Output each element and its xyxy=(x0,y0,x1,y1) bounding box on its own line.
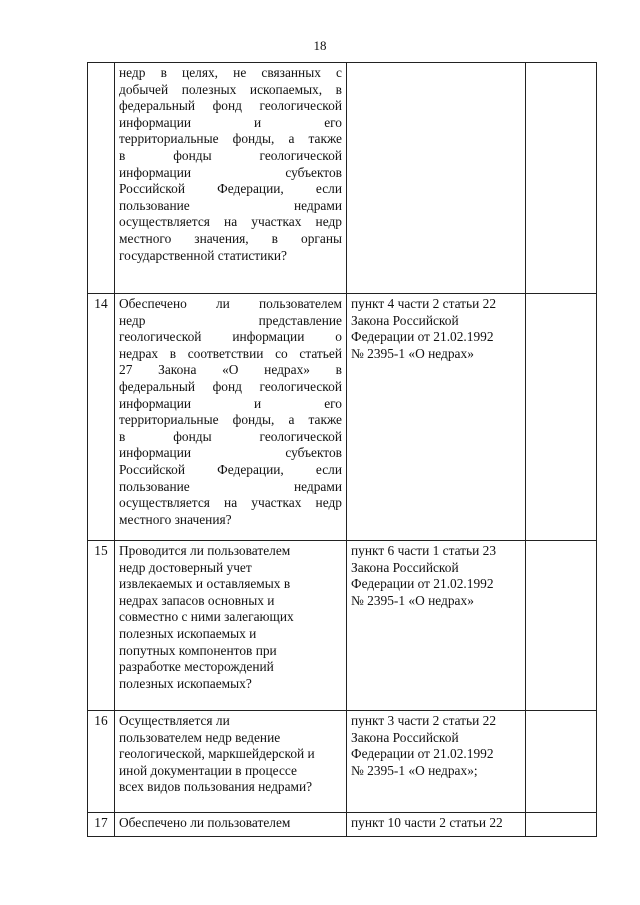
answer-cell xyxy=(526,813,597,837)
question-line: совместно с ними залегающих xyxy=(119,609,294,625)
reference-line: пункт 10 части 2 статьи 22 xyxy=(351,815,503,830)
question-line: пользование недрами xyxy=(119,478,342,494)
question-line: территориальные фонды, а также xyxy=(119,412,342,428)
question-line: добычей полезных ископаемых, в xyxy=(119,81,342,97)
question-line: государственной статистики? xyxy=(119,247,287,263)
reference-line: пункт 6 части 1 статьи 23 xyxy=(351,543,497,558)
question-line: 27 Закона «О недрах» в xyxy=(119,362,342,378)
answer-cell xyxy=(526,294,597,541)
reference-line: Закона Российской xyxy=(351,729,459,745)
legal-reference-cell xyxy=(347,711,526,813)
question-line: федеральный фонд геологической xyxy=(119,98,342,114)
question-line: в фонды геологической xyxy=(119,428,342,444)
row-number xyxy=(88,63,115,294)
question-cell xyxy=(115,813,347,837)
question-line: полезных ископаемых? xyxy=(119,675,252,691)
question-line: пользователем недр ведение xyxy=(119,729,281,745)
answer-cell xyxy=(526,711,597,813)
row-number: 14 xyxy=(88,294,115,541)
row-number: 17 xyxy=(88,813,115,837)
question-line: иной документации в процессе xyxy=(119,762,297,778)
table-row xyxy=(88,294,597,541)
question-line: разработке месторождений xyxy=(119,659,274,675)
question-line: Осуществляется ли xyxy=(119,713,230,728)
question-line: осуществляется на участках недр xyxy=(119,495,342,511)
question-line: недрах в соответствии со статьей xyxy=(119,345,342,361)
question-line: информации субъектов xyxy=(119,445,342,461)
page-number: 18 xyxy=(313,38,327,53)
legal-reference-cell xyxy=(347,541,526,711)
question-line: информации субъектов xyxy=(119,164,342,180)
question-line: федеральный фонд геологической xyxy=(119,378,342,394)
question-line: местного значения? xyxy=(119,511,232,527)
question-line: местного значения, в органы xyxy=(119,230,342,246)
legal-reference-cell xyxy=(347,63,526,294)
reference-line: пункт 3 части 2 статьи 22 xyxy=(351,713,497,728)
reference-line: Закона Российской xyxy=(351,312,459,328)
legal-reference-cell xyxy=(347,813,526,837)
question-line: информации и его xyxy=(119,114,342,130)
question-cell xyxy=(115,63,347,294)
answer-cell xyxy=(526,541,597,711)
question-line: информации и его xyxy=(119,395,342,411)
question-line: попутных компонентов при xyxy=(119,642,277,658)
question-line: недрах запасов основных и xyxy=(119,592,275,608)
question-line: извлекаемых и оставляемых в xyxy=(119,576,291,592)
question-line: недр в целях, не связанных с xyxy=(119,65,342,80)
row-number: 16 xyxy=(88,711,115,813)
table-row xyxy=(88,541,597,711)
question-line: Обеспечено ли пользователем xyxy=(119,296,342,311)
question-line: в фонды геологической xyxy=(119,147,342,163)
table-body xyxy=(88,63,597,837)
question-line: Проводится ли пользователем xyxy=(119,543,291,558)
question-line: геологической, маркшейдерской и xyxy=(119,746,315,762)
reference-line: № 2395-1 «О недрах» xyxy=(351,345,474,361)
question-line: осуществляется на участках недр xyxy=(119,214,342,230)
row-number: 15 xyxy=(88,541,115,711)
question-line: недр представление xyxy=(119,312,342,328)
question-line: пользование недрами xyxy=(119,197,342,213)
reference-line: Федерации от 21.02.1992 xyxy=(351,576,494,592)
reference-line: № 2395-1 «О недрах»; xyxy=(351,762,478,778)
table-row xyxy=(88,63,597,294)
reference-line: Федерации от 21.02.1992 xyxy=(351,329,494,345)
reference-line: Федерации от 21.02.1992 xyxy=(351,746,494,762)
reference-line: № 2395-1 «О недрах» xyxy=(351,592,474,608)
question-line: геологической информации о xyxy=(119,329,342,345)
reference-line: пункт 4 части 2 статьи 22 xyxy=(351,296,497,311)
legal-reference-cell xyxy=(347,294,526,541)
question-cell xyxy=(115,294,347,541)
answer-cell xyxy=(526,63,597,294)
question-cell xyxy=(115,541,347,711)
question-line: Российской Федерации, если xyxy=(119,181,342,197)
question-cell xyxy=(115,711,347,813)
question-line: Обеспечено ли пользователем xyxy=(119,815,291,830)
question-line: всех видов пользования недрами? xyxy=(119,779,313,795)
question-line: недр достоверный учет xyxy=(119,559,252,575)
question-line: полезных ископаемых и xyxy=(119,625,257,641)
question-line: территориальные фонды, а также xyxy=(119,131,342,147)
reference-line: Закона Российской xyxy=(351,559,459,575)
question-line: Российской Федерации, если xyxy=(119,461,342,477)
checklist-table xyxy=(87,62,597,837)
table-row xyxy=(88,711,597,813)
table-row xyxy=(88,813,597,837)
